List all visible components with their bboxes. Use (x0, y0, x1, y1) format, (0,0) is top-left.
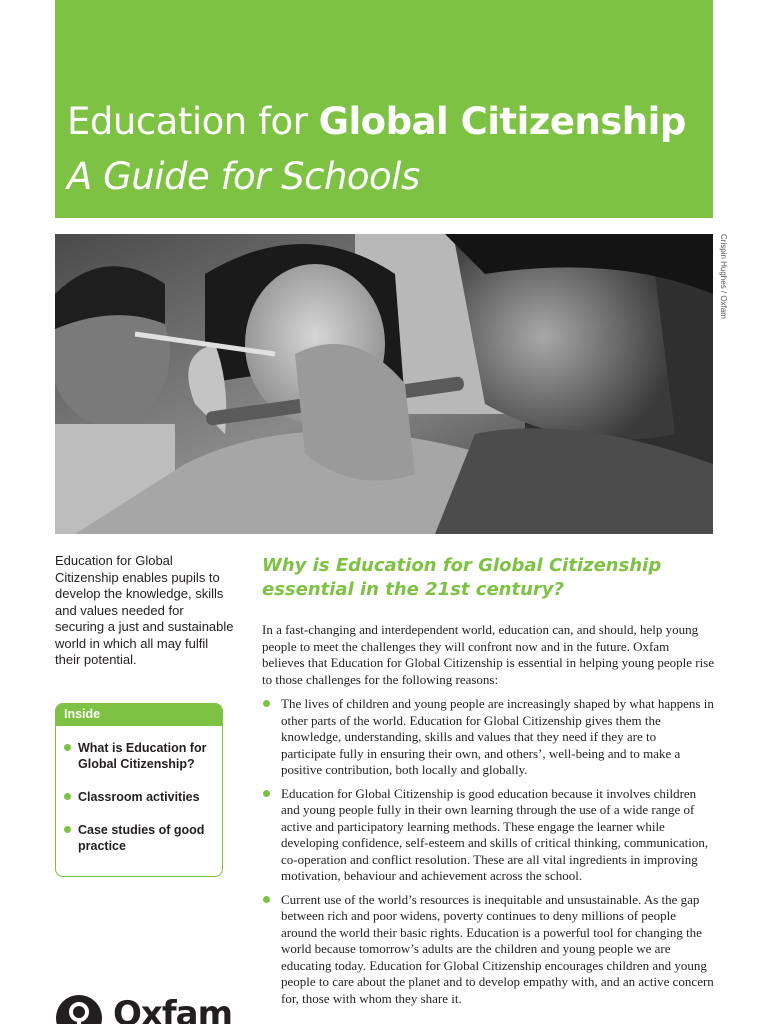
main-body (262, 622, 714, 1014)
oxfam-logo-icon (55, 994, 105, 1024)
inside-contents-box (55, 703, 223, 877)
list-item-text: Education for Global Citizenship is good education because it involves children and young people fully in their own learning through the use of a wide range of active and participatory learning methods. These engage the learner while developing confidence, self-esteem and skills of critical thinking, communication, co-operation and conflict resolution. These are all vital ingredients in improving motivation, behaviour and achievement across the school. (281, 785, 709, 883)
reasons-list (262, 696, 714, 1007)
intro-summary: Education for Global Citizenship enables pupils to develop the knowledge, skills and values needed for securing a just and sustainable world in which all may fulfil their potential. (55, 553, 234, 667)
bullet-icon (263, 896, 270, 903)
inside-title: Inside (56, 704, 222, 726)
inside-item (64, 822, 216, 854)
inside-item-label: Case studies of good practice (78, 823, 205, 853)
photo-credit: Crispin Hughes / Oxfam (719, 234, 728, 319)
page-subtitle: A Guide for Schools (67, 155, 420, 198)
bullet-icon (64, 744, 71, 751)
logo-text: Oxfam (113, 994, 232, 1024)
children-photo-illustration (55, 234, 713, 534)
list-item (262, 786, 714, 885)
bullet-icon (263, 790, 270, 797)
inside-list (56, 726, 222, 854)
bullet-icon (64, 826, 71, 833)
inside-item-label: What is Education for Global Citizenship? (78, 741, 207, 771)
list-item-text: The lives of children and young people are increasingly shaped by what happens in other parts of the world. Education for Global Citizenship gives them the knowledge, understanding, skills and values that they need if they are to participate fully in ensuring their own, and others’, well-being and to make a positive contribution, both locally and globally. (281, 696, 714, 777)
title-bold: Global Citizenship (318, 100, 686, 143)
inside-item-label: Classroom activities (78, 790, 200, 804)
list-item (262, 696, 714, 779)
oxfam-logo (55, 990, 235, 1024)
inside-item (64, 740, 216, 772)
lead-paragraph: In a fast-changing and interdependent world, education can, and should, help young people to meet the challenges they will confront now and in the future. Oxfam believes that Education for Global Citizenship is essential in helping young people rise to those challenges for the following reasons: (262, 622, 715, 687)
inside-item (64, 789, 216, 805)
page-title (67, 100, 686, 143)
section-heading: Why is Education for Global Citizenship essential in the 21st century? (262, 555, 662, 600)
bullet-icon (263, 700, 270, 707)
list-item (262, 892, 714, 1008)
cover-photo (55, 234, 713, 534)
bullet-icon (64, 793, 71, 800)
title-prefix: Education for (67, 100, 319, 143)
list-item-text: Current use of the world’s resources is inequitable and unsustainable. As the gap between rich and poor widens, poverty continues to deny millions of people around the world their basic rights. Education is a powerful tool for changing the world because tomorrow’s adults are the children and young people we are educating today. Education for Global Citizenship encourages children and young people to care about the planet and to develop empathy with, and an active concern for, those with whom they share it. (281, 891, 714, 1006)
